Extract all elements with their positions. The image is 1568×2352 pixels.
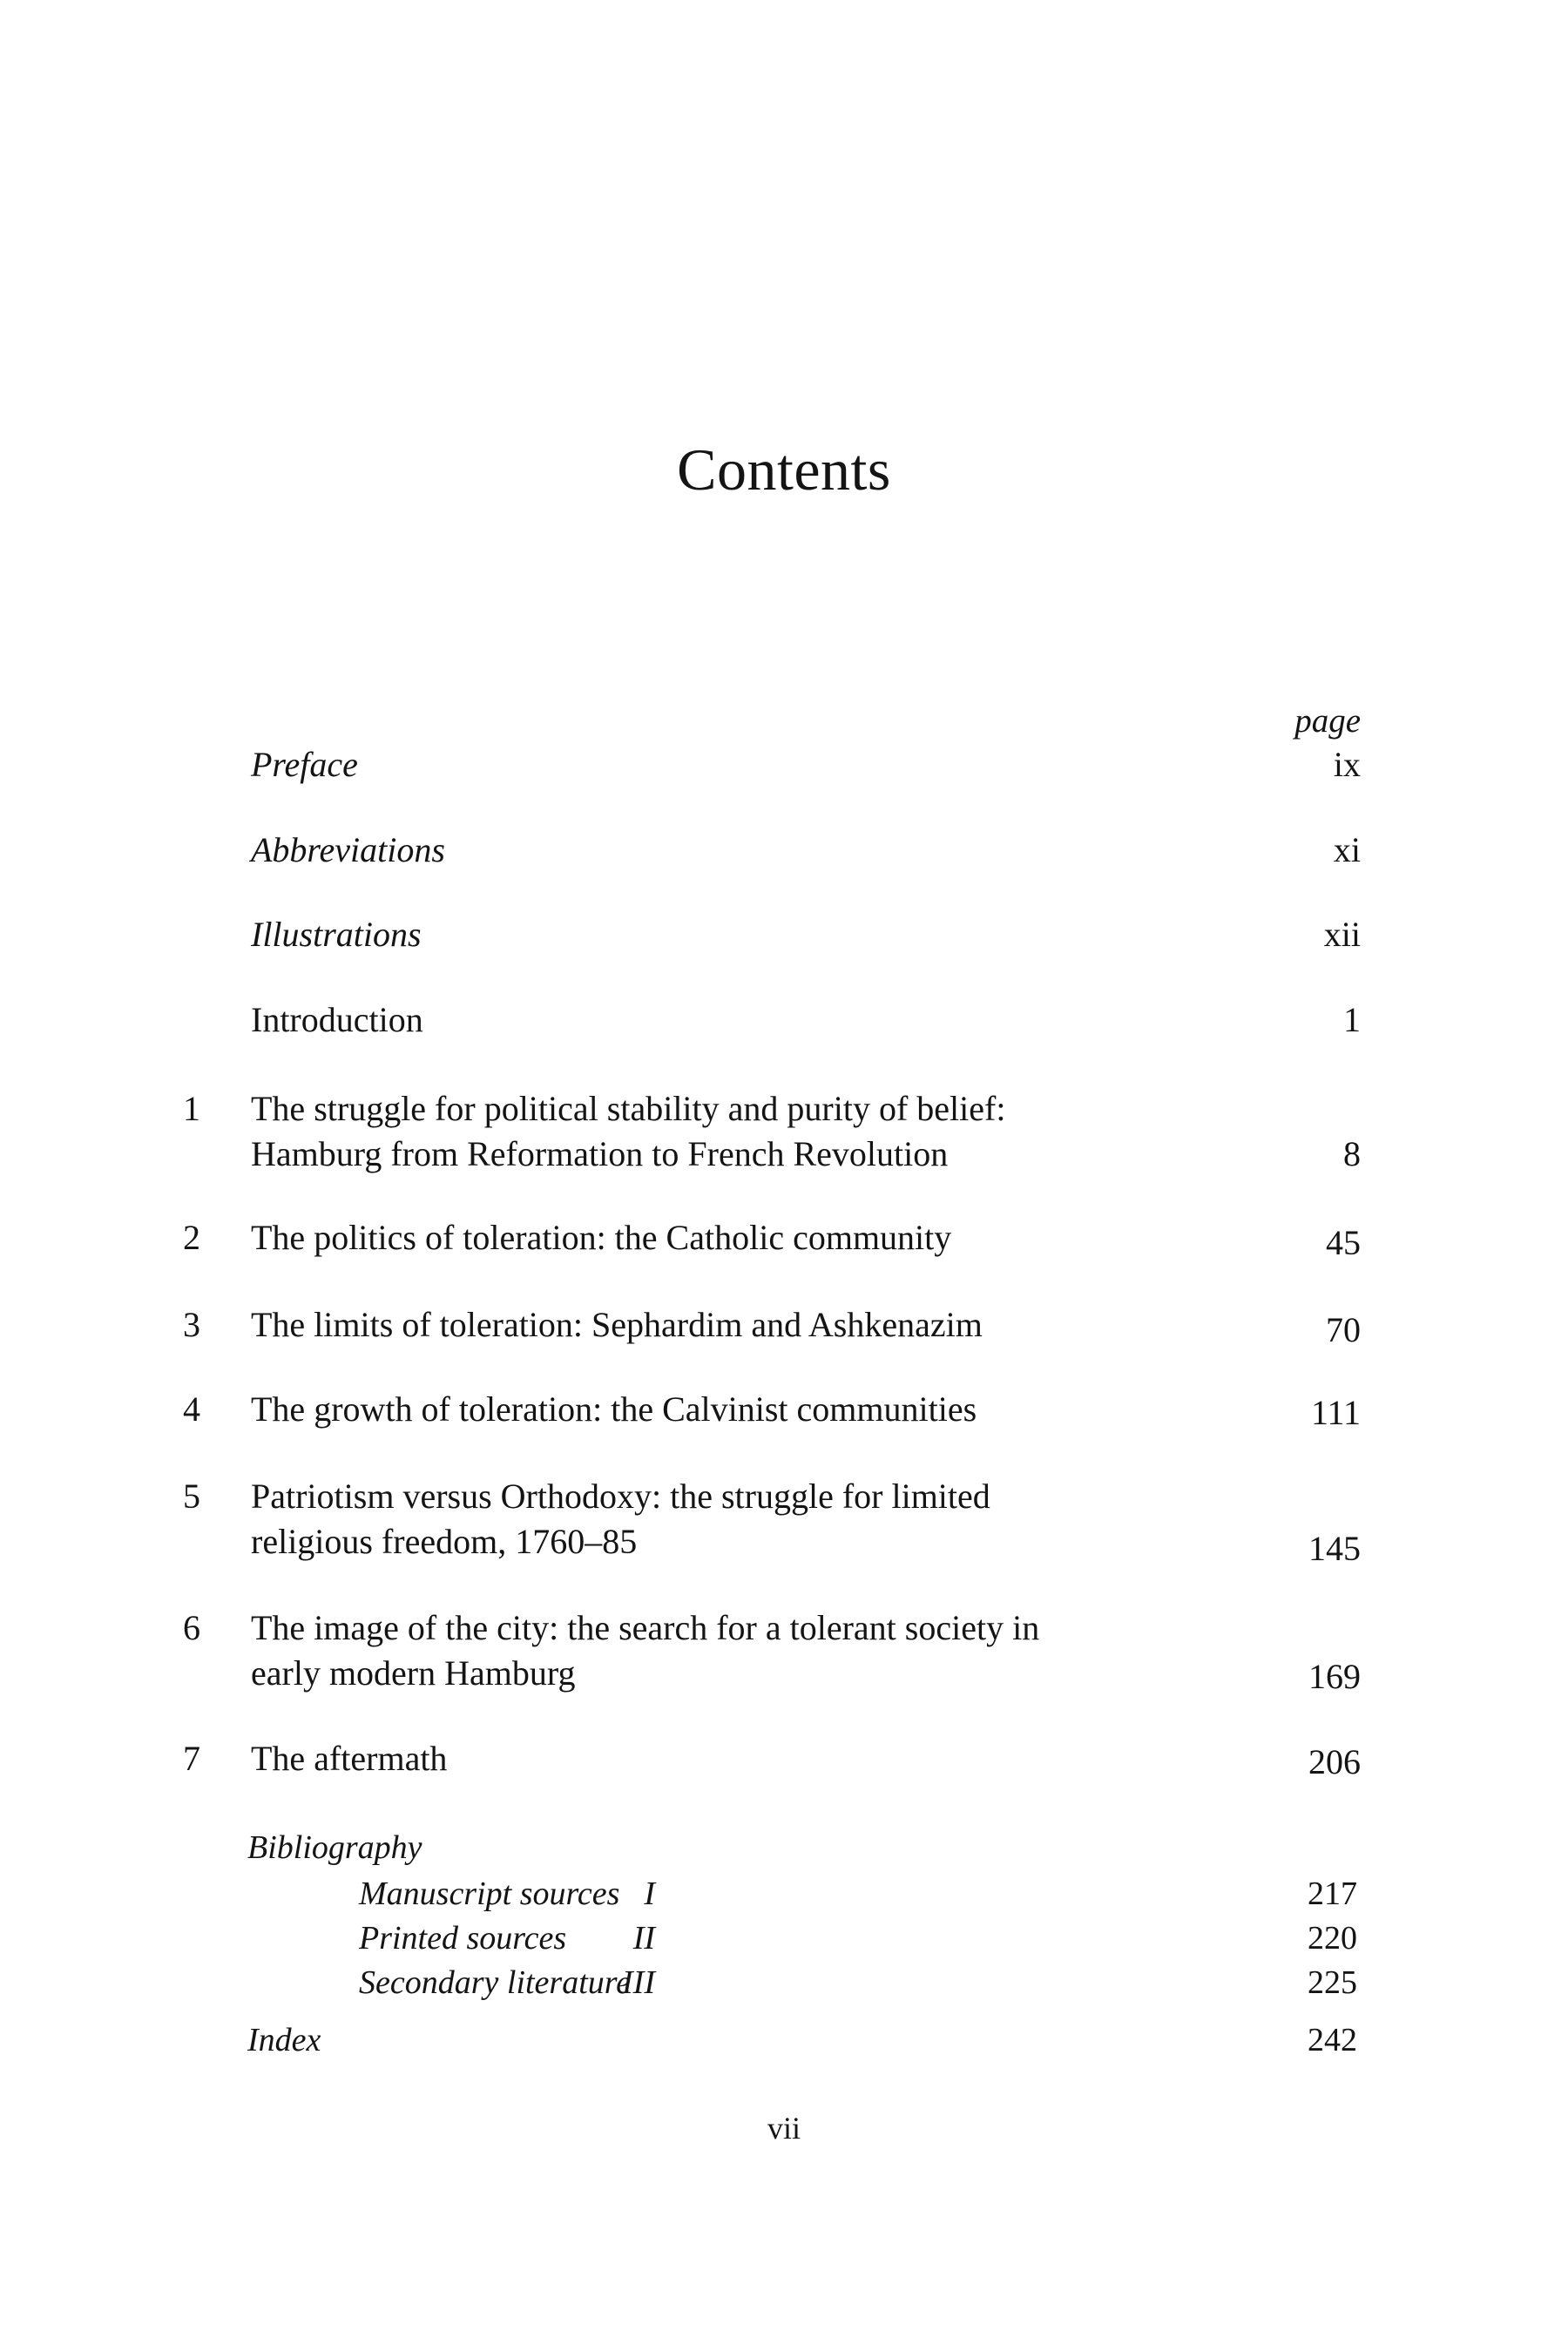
- toc-entry-title: [251, 997, 1253, 1043]
- toc-entry-title: [251, 828, 1253, 873]
- toc-entry-page: ix: [1333, 745, 1361, 784]
- toc-entry-title: [251, 1387, 1253, 1432]
- bibliography-item-title: Printed sources: [359, 1920, 567, 1957]
- page-title: Contents: [677, 436, 891, 503]
- index-label: Index: [247, 2022, 321, 2058]
- toc-entry-title-line: The growth of toleration: the Calvinist communities: [251, 1389, 977, 1429]
- toc-entry-number: 4: [183, 1389, 200, 1429]
- toc-entry-page: xii: [1323, 915, 1361, 954]
- bibliography-item-title: Manuscript sources: [359, 1876, 620, 1912]
- toc-entry-number: 6: [183, 1608, 200, 1647]
- toc-entry-number: 3: [183, 1305, 200, 1344]
- page-column-label: page: [1294, 702, 1361, 740]
- toc-entry-number: 2: [183, 1218, 200, 1257]
- toc-entry-page: 145: [1308, 1529, 1361, 1568]
- bibliography-item-page: 217: [1308, 1876, 1357, 1912]
- toc-entry-title-line: Introduction: [251, 1000, 423, 1039]
- toc-entry-page: 206: [1308, 1742, 1361, 1781]
- toc-entry-title-line: Preface: [251, 745, 358, 784]
- toc-entry-number: 1: [183, 1089, 200, 1128]
- toc-entry-title: [251, 1605, 1253, 1696]
- toc-entry-title: [251, 742, 1253, 787]
- toc-entry-title-line: Abbreviations: [251, 830, 445, 869]
- toc-entry-title: [251, 1474, 1253, 1565]
- toc-entry-title-line: religious freedom, 1760–85: [251, 1522, 638, 1561]
- bibliography-item-numeral: I: [644, 1876, 655, 1912]
- bibliography-item-page: 220: [1308, 1920, 1357, 1957]
- toc-entry-title-line: Patriotism versus Orthodoxy: the struggle for limited: [251, 1477, 990, 1516]
- toc-entry-title-line: Hamburg from Reformation to French Revolution: [251, 1134, 949, 1173]
- page-number: vii: [767, 2111, 801, 2146]
- index-page: 242: [1308, 2022, 1357, 2058]
- toc-entry-title: [251, 912, 1253, 957]
- toc-entry-title-line: The struggle for political stability and purity of belief:: [251, 1089, 1006, 1128]
- toc-entry-page: 111: [1310, 1393, 1361, 1432]
- toc-entry-page: 169: [1308, 1657, 1361, 1696]
- toc-entry-page: 70: [1326, 1310, 1361, 1349]
- toc-entry-title: [251, 1302, 1253, 1348]
- toc-entry-title-line: The politics of toleration: the Catholic community: [251, 1218, 952, 1257]
- toc-entry-page: 8: [1343, 1134, 1361, 1173]
- toc-entry-page: 45: [1326, 1223, 1361, 1262]
- toc-entry-number: 7: [183, 1739, 200, 1778]
- toc-entry-title-line: The image of the city: the search for a tolerant society in: [251, 1608, 1040, 1647]
- toc-entry-title-line: Illustrations: [251, 915, 422, 954]
- toc-entry-page: 1: [1343, 1000, 1361, 1039]
- toc-entry-title: [251, 1086, 1253, 1177]
- bibliography-item-numeral: II: [632, 1920, 655, 1957]
- toc-entry-page: xi: [1333, 830, 1361, 869]
- toc-entry-title: [251, 1215, 1253, 1260]
- bibliography-item-title: Secondary literature: [359, 1964, 632, 2001]
- toc-entry-title-line: early modern Hamburg: [251, 1653, 576, 1693]
- toc-entry-number: 5: [183, 1477, 200, 1516]
- toc-entry-title-line: The aftermath: [251, 1739, 448, 1778]
- bibliography-heading: Bibliography: [247, 1829, 422, 1866]
- toc-entry-title: [251, 1736, 1253, 1781]
- bibliography-item-numeral: III: [622, 1964, 655, 2001]
- bibliography-item-page: 225: [1308, 1964, 1357, 2001]
- toc-entry-title-line: The limits of toleration: Sephardim and Ashkenazim: [251, 1305, 983, 1344]
